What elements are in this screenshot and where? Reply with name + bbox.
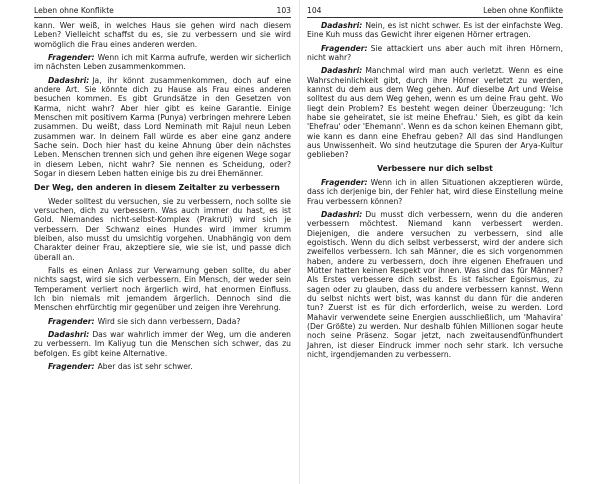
- left-page-body: [34, 21, 291, 371]
- speaker-label: Dadashri:: [48, 75, 90, 85]
- speaker-label: Dadashri:: [48, 329, 90, 339]
- speaker-label: Fragender:: [48, 316, 95, 326]
- paragraph-text: Manchmal wird man auch verletzt. Wenn es eine Wahrscheinlichkeit gibt, durch ihre Hörner verletzt zu werden, kannst du dem aus dem Weg gehen. Auf dieselbe Art und Weise solltest du aus dem Weg gehen, wenn es um deine Frau geht. Wo liegt dein Problem? Es besteht wegen deiner Überzeugung: 'Ich habe sie geheiratet, sie ist meine Ehefrau.' Sieh, es gibt da kein 'Ehefrau' oder 'Ehemann'. Wenn es da schon keinen Ehemann gibt, wie kann es dann eine Ehefrau geben? All das sind Handlungen aus Unwissenheit. Wo sind heutzutage die Spuren der Arya-Kultur geblieben?: [307, 66, 563, 160]
- right-page-body: [307, 21, 563, 359]
- paragraph: [34, 76, 291, 179]
- right-page: [299, 0, 598, 484]
- section-heading: Der Weg, den anderen in diesem Zeitalter zu verbessern: [34, 182, 280, 192]
- speaker-label: Dadashri:: [321, 209, 363, 219]
- paragraph: [307, 21, 563, 40]
- paragraph-text: Wird sie sich dann verbessern, Dada?: [97, 316, 241, 326]
- right-header-title: Leben ohne Konflikte: [483, 6, 563, 15]
- speaker-label: Fragender:: [321, 177, 368, 187]
- left-page: [0, 0, 299, 484]
- speaker-label: Fragender:: [48, 53, 95, 63]
- left-page-number: 103: [276, 6, 291, 15]
- paragraph-text: Ja, ihr könnt zusammenkommen, doch auf eine andere Art. Sie könnte dich zu Hause als Frau eines anderen besuchen kommen. Es gibt Grundsätze in den Gesetzen von Karma, nicht wahr? Aber hier gibt es keine Garantie. Einige Menschen mit positivem Karma (Punya) verbringen mehrere Leben zusammen. Du weißt, dass Lord Neminath mit Rajul neun Leben zusammen war. In deinem Fall würde es aber eine ganz andere Sache sein. Doch hier hast du keine Ahnung über dein nächstes Leben. Menschen trennen sich und gehen ihre eigenen Wege sogar in diesem Leben, nicht wahr? Sie nennen es Scheidung, oder? Sogar in diesem Leben hatten einige bis zu drei Ehemänner.: [34, 75, 291, 179]
- speaker-label: Dadashri:: [321, 66, 363, 76]
- paragraph-text: kann. Wer weiß, in welches Haus sie gehen wird nach diesem Leben? Vielleicht schaffst du es, sie zu verbessern und sie wird womöglich die Frau eines anderen werden.: [34, 21, 291, 49]
- right-page-header: [307, 6, 563, 18]
- paragraph: [34, 317, 291, 326]
- paragraph-text: Aber das ist sehr schwer.: [97, 362, 193, 371]
- paragraph: [34, 197, 291, 262]
- paragraph-text: Weder solltest du versuchen, sie zu verbessern, noch sollte sie versuchen, dich zu verbessern. Was auch immer du hast, es ist Gold. Niemandes nicht-selbst-Komplex (Prakruti) wird sich je verbessern. Der Schwanz eines Hundes wird immer krumm bleiben, also musst du umsichtig vorgehen. Unabhängig von dem Charakter deiner Frau, akzeptiere sie, wie sie ist, und passe dich überall an.: [34, 196, 291, 262]
- left-header-title: Leben ohne Konflikte: [34, 6, 114, 15]
- paragraph-text: Wenn ich mit Karma aufrufe, werden wir sicherlich im nächsten Leben zusammenkommen.: [34, 53, 291, 72]
- paragraph-text: Das war wahrlich immer der Weg, um die anderen zu verbessern. Im Kaliyug tun die Menschen sich schwer, das zu befolgen. Es gibt keine Alternative.: [34, 329, 291, 358]
- paragraph: [34, 53, 291, 72]
- speaker-label: Dadashri:: [321, 21, 363, 30]
- right-page-number: 104: [307, 6, 322, 15]
- paragraph-text: Wenn ich in allen Situationen akzeptieren würde, dass ich derjenige bin, der Fehler hat, wird diese Einstellung meine Frau verbessern können?: [307, 177, 563, 206]
- paragraph-text: Sie attackiert uns aber auch mit ihren Hörnern, nicht wahr?: [307, 43, 563, 63]
- paragraph: [34, 362, 291, 371]
- paragraph: [34, 21, 291, 49]
- paragraph-text: Falls es einen Anlass zur Verwarnung geben sollte, du aber nichts sagst, wird sie sich verbessern. Ein Mensch, der weder sein Temperament verliert noch ärgerlich wird, hat enormen Einfluss. Ich bin niemals mit jemandem ärgerlich. Dennoch sind die Menschen ehrfürchtig mir gegenüber und zeigen ihre Verehrung.: [34, 265, 291, 313]
- paragraph-text: Du musst dich verbessern, wenn du die anderen verbessern möchtest. Niemand kann verbessert werden. Diejenigen, die andere versuchen zu verbessern, sind alle egoistisch. Wenn du dich selbst verbesserst, wird der andere sich zweifellos verbessern. Ich sah Männer, die es sich vorgenommen haben, andere zu verbessern, doch ihre eigenen Ehefrauen und Mütter hatten keinen Respekt vor ihnen. Was sind das für Männer? Als Erstes verbessere dich selbst. Es ist falscher Egoismus, zu sagen oder zu glauben, dass du andere verbessern kannst. Wenn du selbst nichts wert bist, was kannst du dann für die anderen tun? Zuerst ist es für dich erforderlich, weise zu werden. Lord Mahavir verwendete seine Energien ausschließlich, um 'Mahavira' (Der Größte) zu werden. Nur deshalb fühlen Millionen sogar heute noch seine Präsenz. Sogar jetzt, nach zweitausendfünfhundert Jahren, ist dieser Eindruck immer noch sehr stark. Ich versuche nicht, irgendjemanden zu verbessern.: [307, 209, 563, 359]
- left-page-header: [34, 6, 291, 18]
- paragraph: [307, 44, 563, 63]
- paragraph: [307, 178, 563, 206]
- speaker-label: Fragender:: [48, 362, 95, 371]
- paragraph-text: Nein, es ist nicht schwer. Es ist der einfachste Weg. Eine Kuh muss das Gewicht ihrer eigenen Hörner ertragen.: [307, 21, 563, 40]
- paragraph: [34, 266, 291, 313]
- paragraph: [34, 330, 291, 358]
- paragraph: [307, 210, 563, 360]
- speaker-label: Fragender:: [321, 43, 368, 53]
- section-heading: Verbessere nur dich selbst: [377, 163, 493, 173]
- paragraph: [307, 66, 563, 159]
